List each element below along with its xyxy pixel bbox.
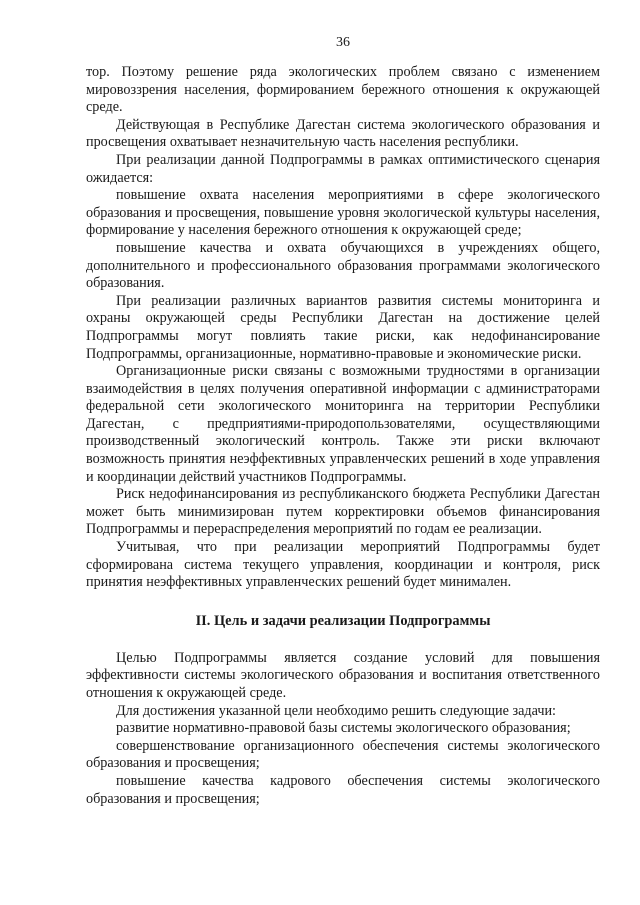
list-paragraph: совершенствование организационного обеспечения системы экологического образования и просвещения; (86, 737, 600, 772)
list-paragraph: повышение качества кадрового обеспечения системы экологического образования и просвещения; (86, 772, 600, 807)
document-page (86, 34, 600, 808)
paragraph: Для достижения указанной цели необходимо решить следующие задачи: (116, 702, 556, 719)
section-heading: II. Цель и задачи реализации Подпрограммы (195, 612, 491, 629)
list-paragraph: повышение охвата населения мероприятиями в сфере экологического образования и просвещения, повышение уровня экологической культуры населения, формирование у населения бережного отношения к окружающей среде; (86, 187, 600, 239)
paragraph: Риск недофинансирования из республиканского бюджета Республики Дагестан может быть минимизирован путем корректировки объемов финансирования Подпрограммы и перераспределения мероприятий по годам ее реализации. (86, 486, 600, 538)
list-paragraph: повышение качества и охвата обучающихся в учреждениях общего, дополнительного и профессионального образования программами экологического образования. (86, 239, 600, 292)
paragraph: Организационные риски связаны с возможными трудностями в организации взаимодействия в целях получения оперативной информации с администраторами федеральной сети экологического мониторинга на территории Республики Дагестан, с предприятиями-природопользователями, осуществляющими производственный экологический контроль. Также эти риски включают возможность принятия неэффективных управленческих решений в ходе управления и координации действий участников Подпрограммы. (86, 363, 600, 485)
paragraph: Целью Подпрограммы является создание условий для повышения эффективности системы экологического образования и воспитания ответственного отношения к окружающей среде. (86, 649, 600, 701)
paragraph: Учитывая, что при реализации мероприятий Подпрограммы будет сформирована система текущего управления, координации и контроля, риск принятия неэффективных управленческих решений будет минимален. (86, 539, 600, 591)
paragraph: При реализации данной Подпрограммы в рамках оптимистического сценария ожидается: (86, 151, 600, 186)
paragraph: тор. Поэтому решение ряда экологических проблем связано с изменением мировоззрения населения, формированием бережного отношения к окружающей среде. (86, 64, 600, 116)
paragraph: При реализации различных вариантов развития системы мониторинга и охраны окружающей среды Республики Дагестан на достижение целей Подпрограммы могут повлиять такие риски, как недофинансирование Подпрограммы, организационные, нормативно-правовые и экономические риски. (86, 292, 600, 362)
page-number: 36 (336, 35, 350, 50)
list-paragraph: развитие нормативно-правовой базы системы экологического образования; (116, 720, 571, 737)
paragraph: Действующая в Республике Дагестан система экологического образования и просвещения охватывает незначительную часть населения республики. (86, 116, 600, 151)
